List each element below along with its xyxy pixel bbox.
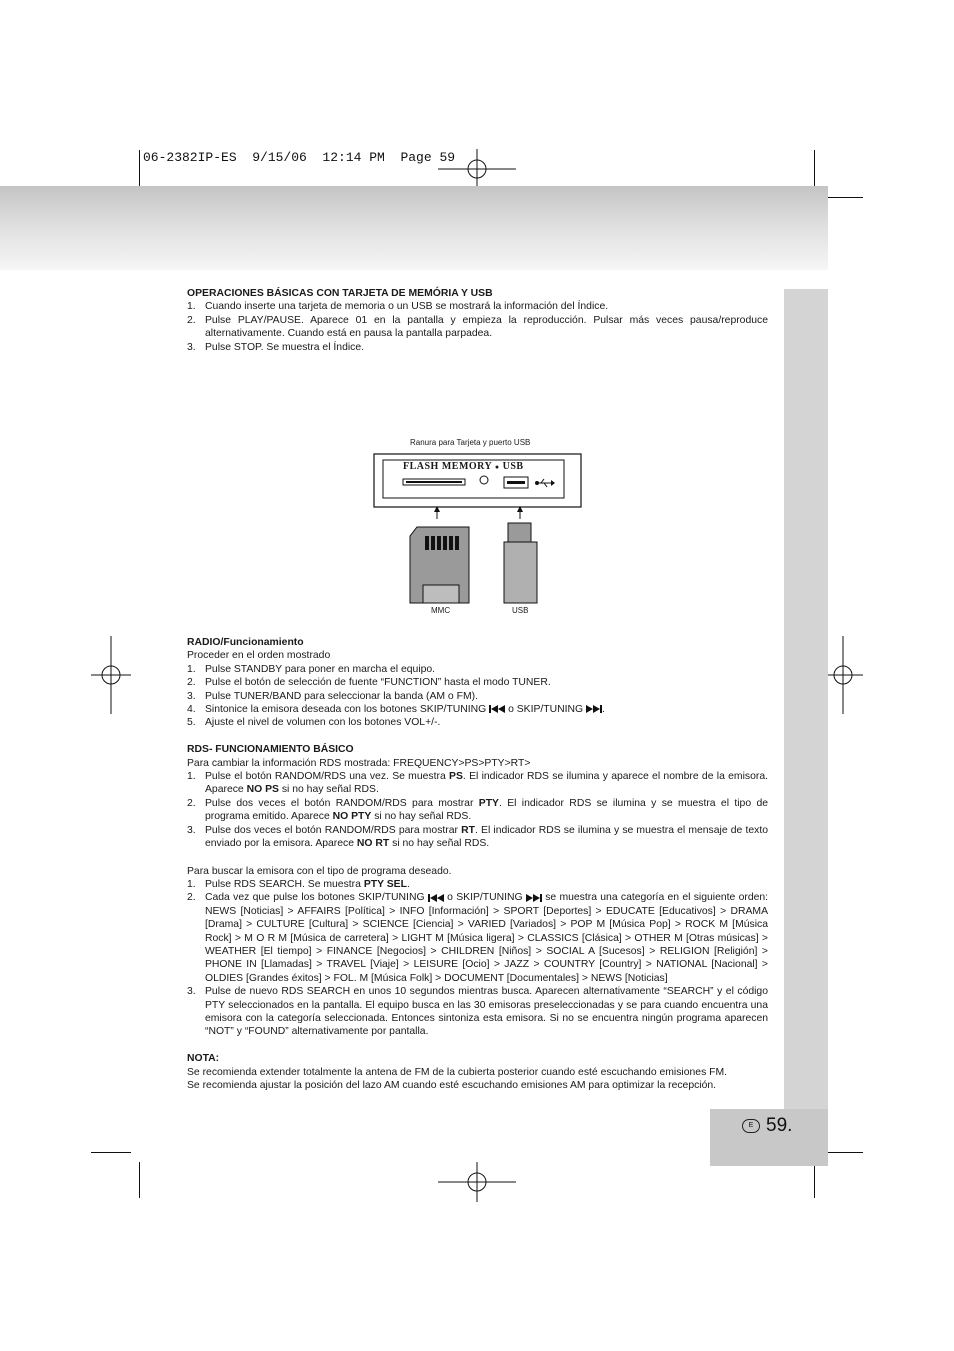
spacer: [187, 730, 768, 743]
note-line: Se recomienda ajustar la posición del lazo AM cuando esté escuchando emisiones AM para optimizar la recepción.: [187, 1080, 717, 1091]
panel-label: [403, 460, 524, 474]
usb-label: USB: [512, 606, 529, 616]
panel-label-flash: FLASH MEMORY: [403, 461, 492, 473]
list-item: 3. Pulse TUNER/BAND para seleccionar la banda (AM o FM).: [187, 690, 478, 702]
list-item: 1. Pulse el botón RANDOM/RDS una vez. Se muestra PS. El indicador RDS se ilumina y aparece el nombre de la emisora. Aparece NO PS si no hay señal RDS.: [187, 771, 768, 796]
skip-back-icon: [428, 894, 444, 902]
usb-stick-icon: [503, 522, 539, 604]
crop-mark: [823, 1152, 863, 1153]
registration-mark-left: [91, 636, 131, 714]
spacer: [187, 1039, 768, 1052]
header-band: [0, 186, 828, 270]
main-content: [187, 287, 768, 1092]
list-item: 2. Pulse el botón de selección de fuente “FUNCTION” hasta el modo TUNER.: [187, 677, 551, 689]
skip-back-icon: [489, 705, 505, 713]
list-item: 4. Sintonice la emisora deseada con los botones SKIP/TUNING o SKIP/TUNING .: [187, 704, 605, 716]
spacer: [187, 851, 768, 865]
list-item: 3. Pulse STOP. Se muestra el Índice.: [187, 341, 365, 353]
section-intro: Para buscar la emisora con el tipo de programa deseado.: [187, 865, 452, 877]
card-slot-diagram: [187, 354, 768, 616]
list-item: 3. Pulse de nuevo RDS SEARCH en unos 10 segundos mientras busca. Aparecen alternativamente “SEARCH” y el código PTY seleccionados en la pantalla. El equipo busca en las 30 emisoras preseleccionadas y se para cuando encuentra una emisora con la categoría seleccionada. Entonces sintoniza esta emisora. Si no se encuentra ningún programa aparecen “NOT” y “FOUND” alternativamente por pantalla.: [187, 986, 768, 1038]
side-bar: [784, 289, 828, 1109]
page-number: 59.: [766, 1115, 793, 1136]
section-title: RDS- FUNCIONAMIENTO BÁSICO: [187, 744, 354, 756]
note-title: NOTA:: [187, 1053, 220, 1065]
list-item: 1. Pulse RDS SEARCH. Se muestra PTY SEL.: [187, 878, 410, 890]
section-title: RADIO/Funcionamiento: [187, 637, 304, 649]
crop-mark: [91, 1152, 131, 1153]
list-item: 2. Pulse dos veces el botón RANDOM/RDS para mostrar PTY. El indicador RDS se ilumina y se muestra el tipo de programa emitido. Aparece NO PTY si no hay señal RDS.: [187, 797, 769, 823]
mmc-label: MMC: [431, 606, 451, 616]
crop-mark: [814, 150, 815, 186]
mmc-card-icon: [409, 526, 471, 604]
note-line: Se recomienda extender totalmente la antena de FM de la cubierta posterior cuando esté escuchando emisiones FM.: [187, 1066, 728, 1078]
diagram-caption: Ranura para Tarjeta y puerto USB: [410, 438, 531, 448]
list-item: 5. Ajuste el nivel de volumen con los botones VOL+/-.: [187, 717, 441, 729]
language-badge: E: [742, 1119, 760, 1133]
section-intro: Proceder en el orden mostrado: [187, 650, 331, 662]
panel-label-usb: USB: [502, 461, 524, 473]
print-slug: 06-2382IP-ES 9/15/06 12:14 PM Page 59: [143, 150, 456, 165]
list-item: 2. Pulse PLAY/PAUSE. Aparece 01 en la pantalla y empieza la reproducción. Pulsar más veces pausa/reproduce alternativamente. Cuando está en pausa la pantalla parpadea.: [187, 314, 768, 340]
section-title: OPERACIONES BÁSICAS CON TARJETA DE MEMÓRIA Y USB: [187, 288, 493, 299]
skip-forward-icon: [586, 705, 602, 713]
crop-mark: [139, 150, 140, 186]
crop-mark: [139, 1162, 140, 1198]
spacer: [187, 574, 768, 636]
section-intro: Para cambiar la información RDS mostrada: FREQUENCY>PS>PTY>RT>: [187, 757, 531, 769]
skip-forward-icon: [526, 894, 542, 902]
crop-mark: [823, 197, 863, 198]
registration-mark-bottom: [438, 1162, 516, 1202]
list-item: 1. Cuando inserte una tarjeta de memoria o un USB se mostrará la información del Índice.: [187, 301, 609, 313]
list-item: 2. Cada vez que pulse los botones SKIP/TUNING o SKIP/TUNING se muestra una categoría en el siguiente orden: NEWS [Noticias] > AFFAIRS [Política] > INFO [Información] > SPORT [Deportes] > EDUCATE [Educativos] > DRAMA [Drama] > CULTURE [Cultura] > SCIENCE [Ciencia] > VARIED [Variados] > POP M [Música Pop] > ROCK M [Música Rock] > M O R M [Música de carretera] > LIGHT M [Música ligera] > CLASSICS [Clásica] > OTHER M [Otras músicas] > WEATHER [El tiempo] > FINANCE [Negocios] > CHILDREN [Niños] > SOCIAL A [Sucesos] > RELIGION [Religión] > PHONE IN [Llamadas] > TRAVEL [Viaje] > LEISURE [Ocio] > JAZZ > COUNTRY [Country] > NATIONAL [Nacional] > OLDIES [Grandes éxitos] > FOL. M [Música Folk] > DOCUMENT [Documentales] > NEWS [Noticias]: [187, 892, 769, 984]
panel-label-dot: ●: [494, 463, 500, 472]
crop-mark: [814, 1162, 815, 1198]
list-item: 3. Pulse dos veces el botón RANDOM/RDS para mostrar RT. El indicador RDS se ilumina y se muestra el mensaje de texto enviado por la emisora. Aparece NO RT si no hay señal RDS.: [187, 824, 768, 850]
list-item: 1. Pulse STANDBY para poner en marcha el equipo.: [187, 663, 436, 675]
registration-mark-right: [823, 636, 863, 714]
